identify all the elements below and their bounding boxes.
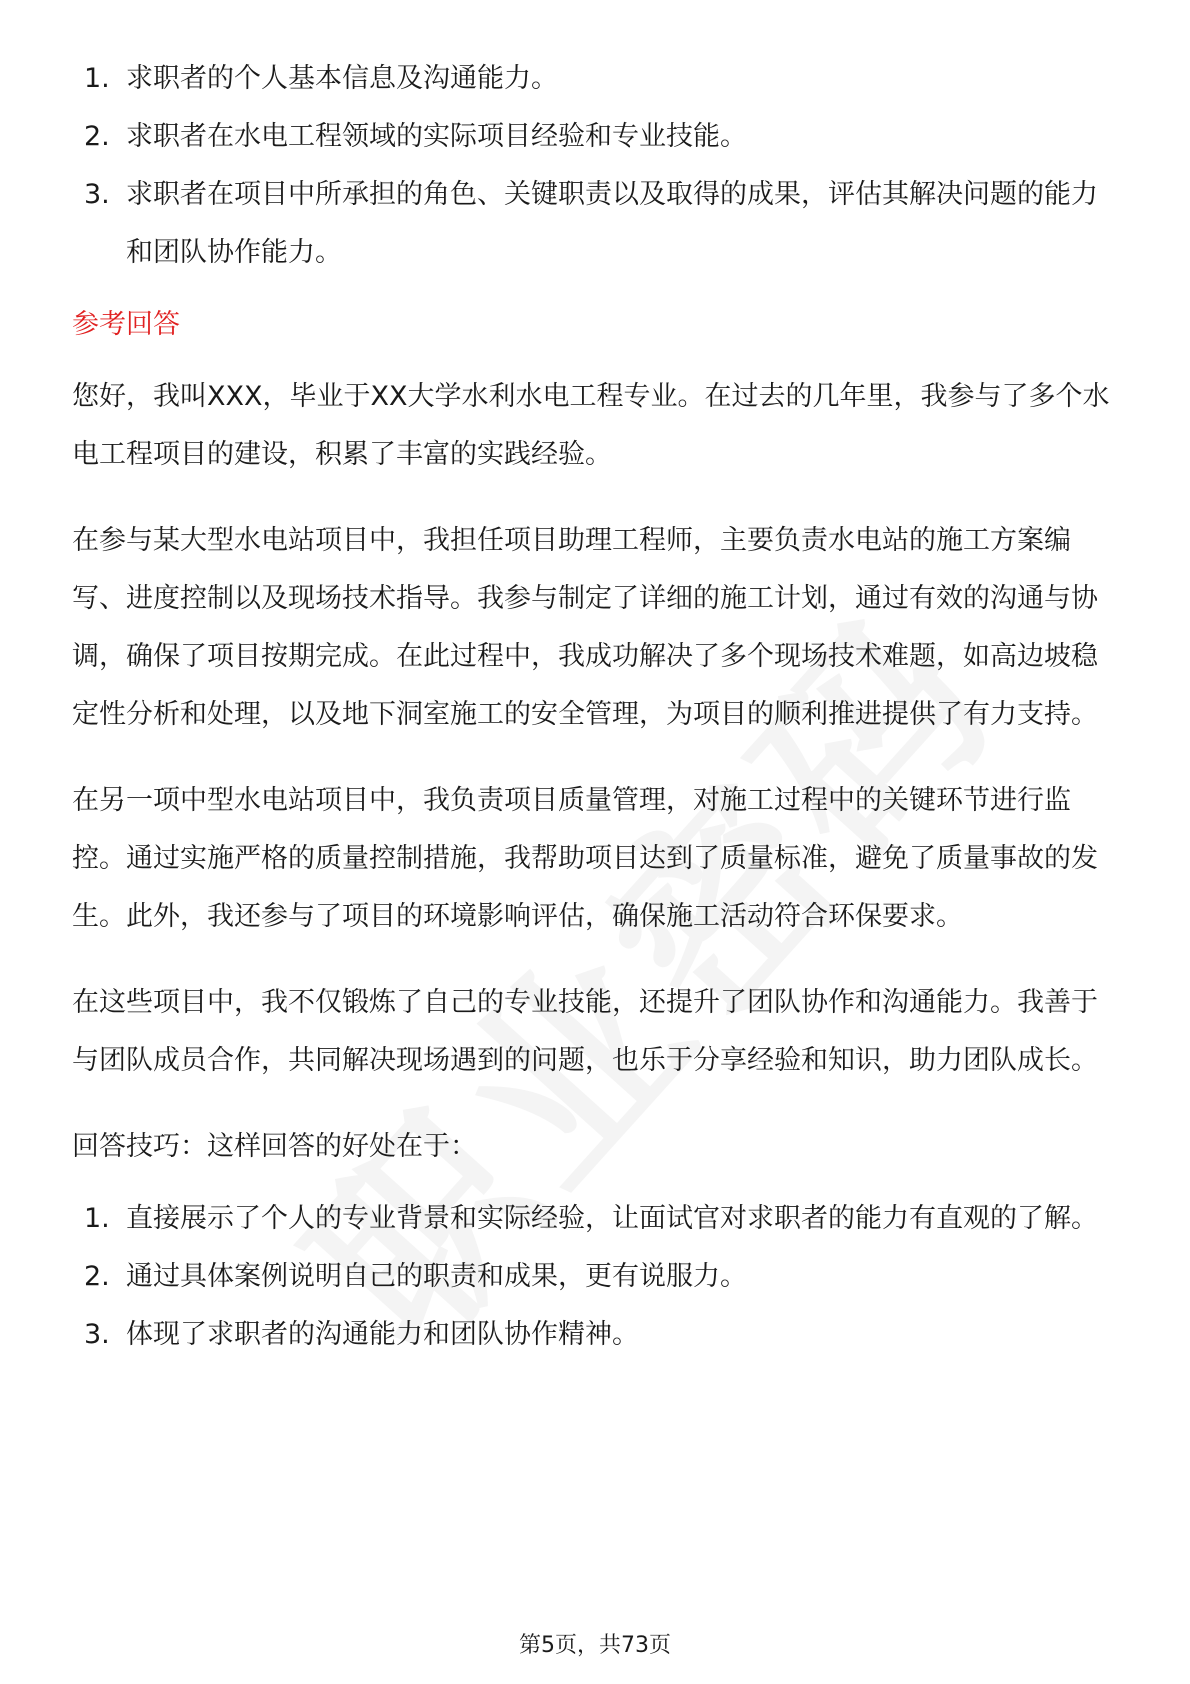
list-number: 1. [84,63,110,94]
list-text: 求职者的个人基本信息及沟通能力。 [126,63,558,94]
document-body [72,50,1122,1364]
list-number: 2. [84,121,110,152]
tips-intro: 回答技巧：这样回答的好处在于： [72,1131,477,1162]
top-list [72,50,1122,282]
answer-paragraph: 在参与某大型水电站项目中，我担任项目助理工程师，主要负责水电站的施工方案编写、进度控制以及现场技术指导。我参与制定了详细的施工计划，通过有效的沟通与协调，确保了项目按期完成。在此过程中，我成功解决了多个现场技术难题，如高边坡稳定性分析和处理，以及地下洞室施工的安全管理，为项目的顺利推进提供了有力支持。 [72,525,1098,730]
bottom-list [72,1190,1122,1364]
answer-paragraph: 在另一项中型水电站项目中，我负责项目质量管理，对施工过程中的关键环节进行监控。通过实施严格的质量控制措施，我帮助项目达到了质量标准，避免了质量事故的发生。此外，我还参与了项目的环境影响评估，确保施工活动符合环保要求。 [72,785,1098,932]
list-text: 求职者在项目中所承担的角色、关键职责以及取得的成果，评估其解决问题的能力和团队协作能力。 [126,179,1098,268]
list-item [72,1190,1122,1248]
list-number: 2. [84,1261,110,1292]
answer-paragraph: 您好，我叫XXX，毕业于XX大学水利水电工程专业。在过去的几年里，我参与了多个水电工程项目的建设，积累了丰富的实践经验。 [72,381,1110,470]
list-item [72,50,1122,108]
list-number: 1. [84,1203,110,1234]
list-item [72,108,1122,166]
list-text: 通过具体案例说明自己的职责和成果，更有说服力。 [126,1261,747,1292]
list-item [72,1306,1122,1364]
list-item [72,166,1122,282]
list-item [72,1248,1122,1306]
list-text: 体现了求职者的沟通能力和团队协作精神。 [126,1319,639,1350]
list-text: 求职者在水电工程领域的实际项目经验和专业技能。 [126,121,747,152]
page-footer: 第5页，共73页 [519,1633,671,1658]
list-number: 3. [84,1319,110,1350]
answer-paragraph: 在这些项目中，我不仅锻炼了自己的专业技能，还提升了团队协作和沟通能力。我善于与团队成员合作，共同解决现场遇到的问题，也乐于分享经验和知识，助力团队成长。 [72,987,1098,1076]
list-text: 直接展示了个人的专业背景和实际经验，让面试官对求职者的能力有直观的了解。 [126,1203,1098,1234]
list-number: 3. [84,179,110,210]
reference-answer-heading: 参考回答 [72,309,180,340]
